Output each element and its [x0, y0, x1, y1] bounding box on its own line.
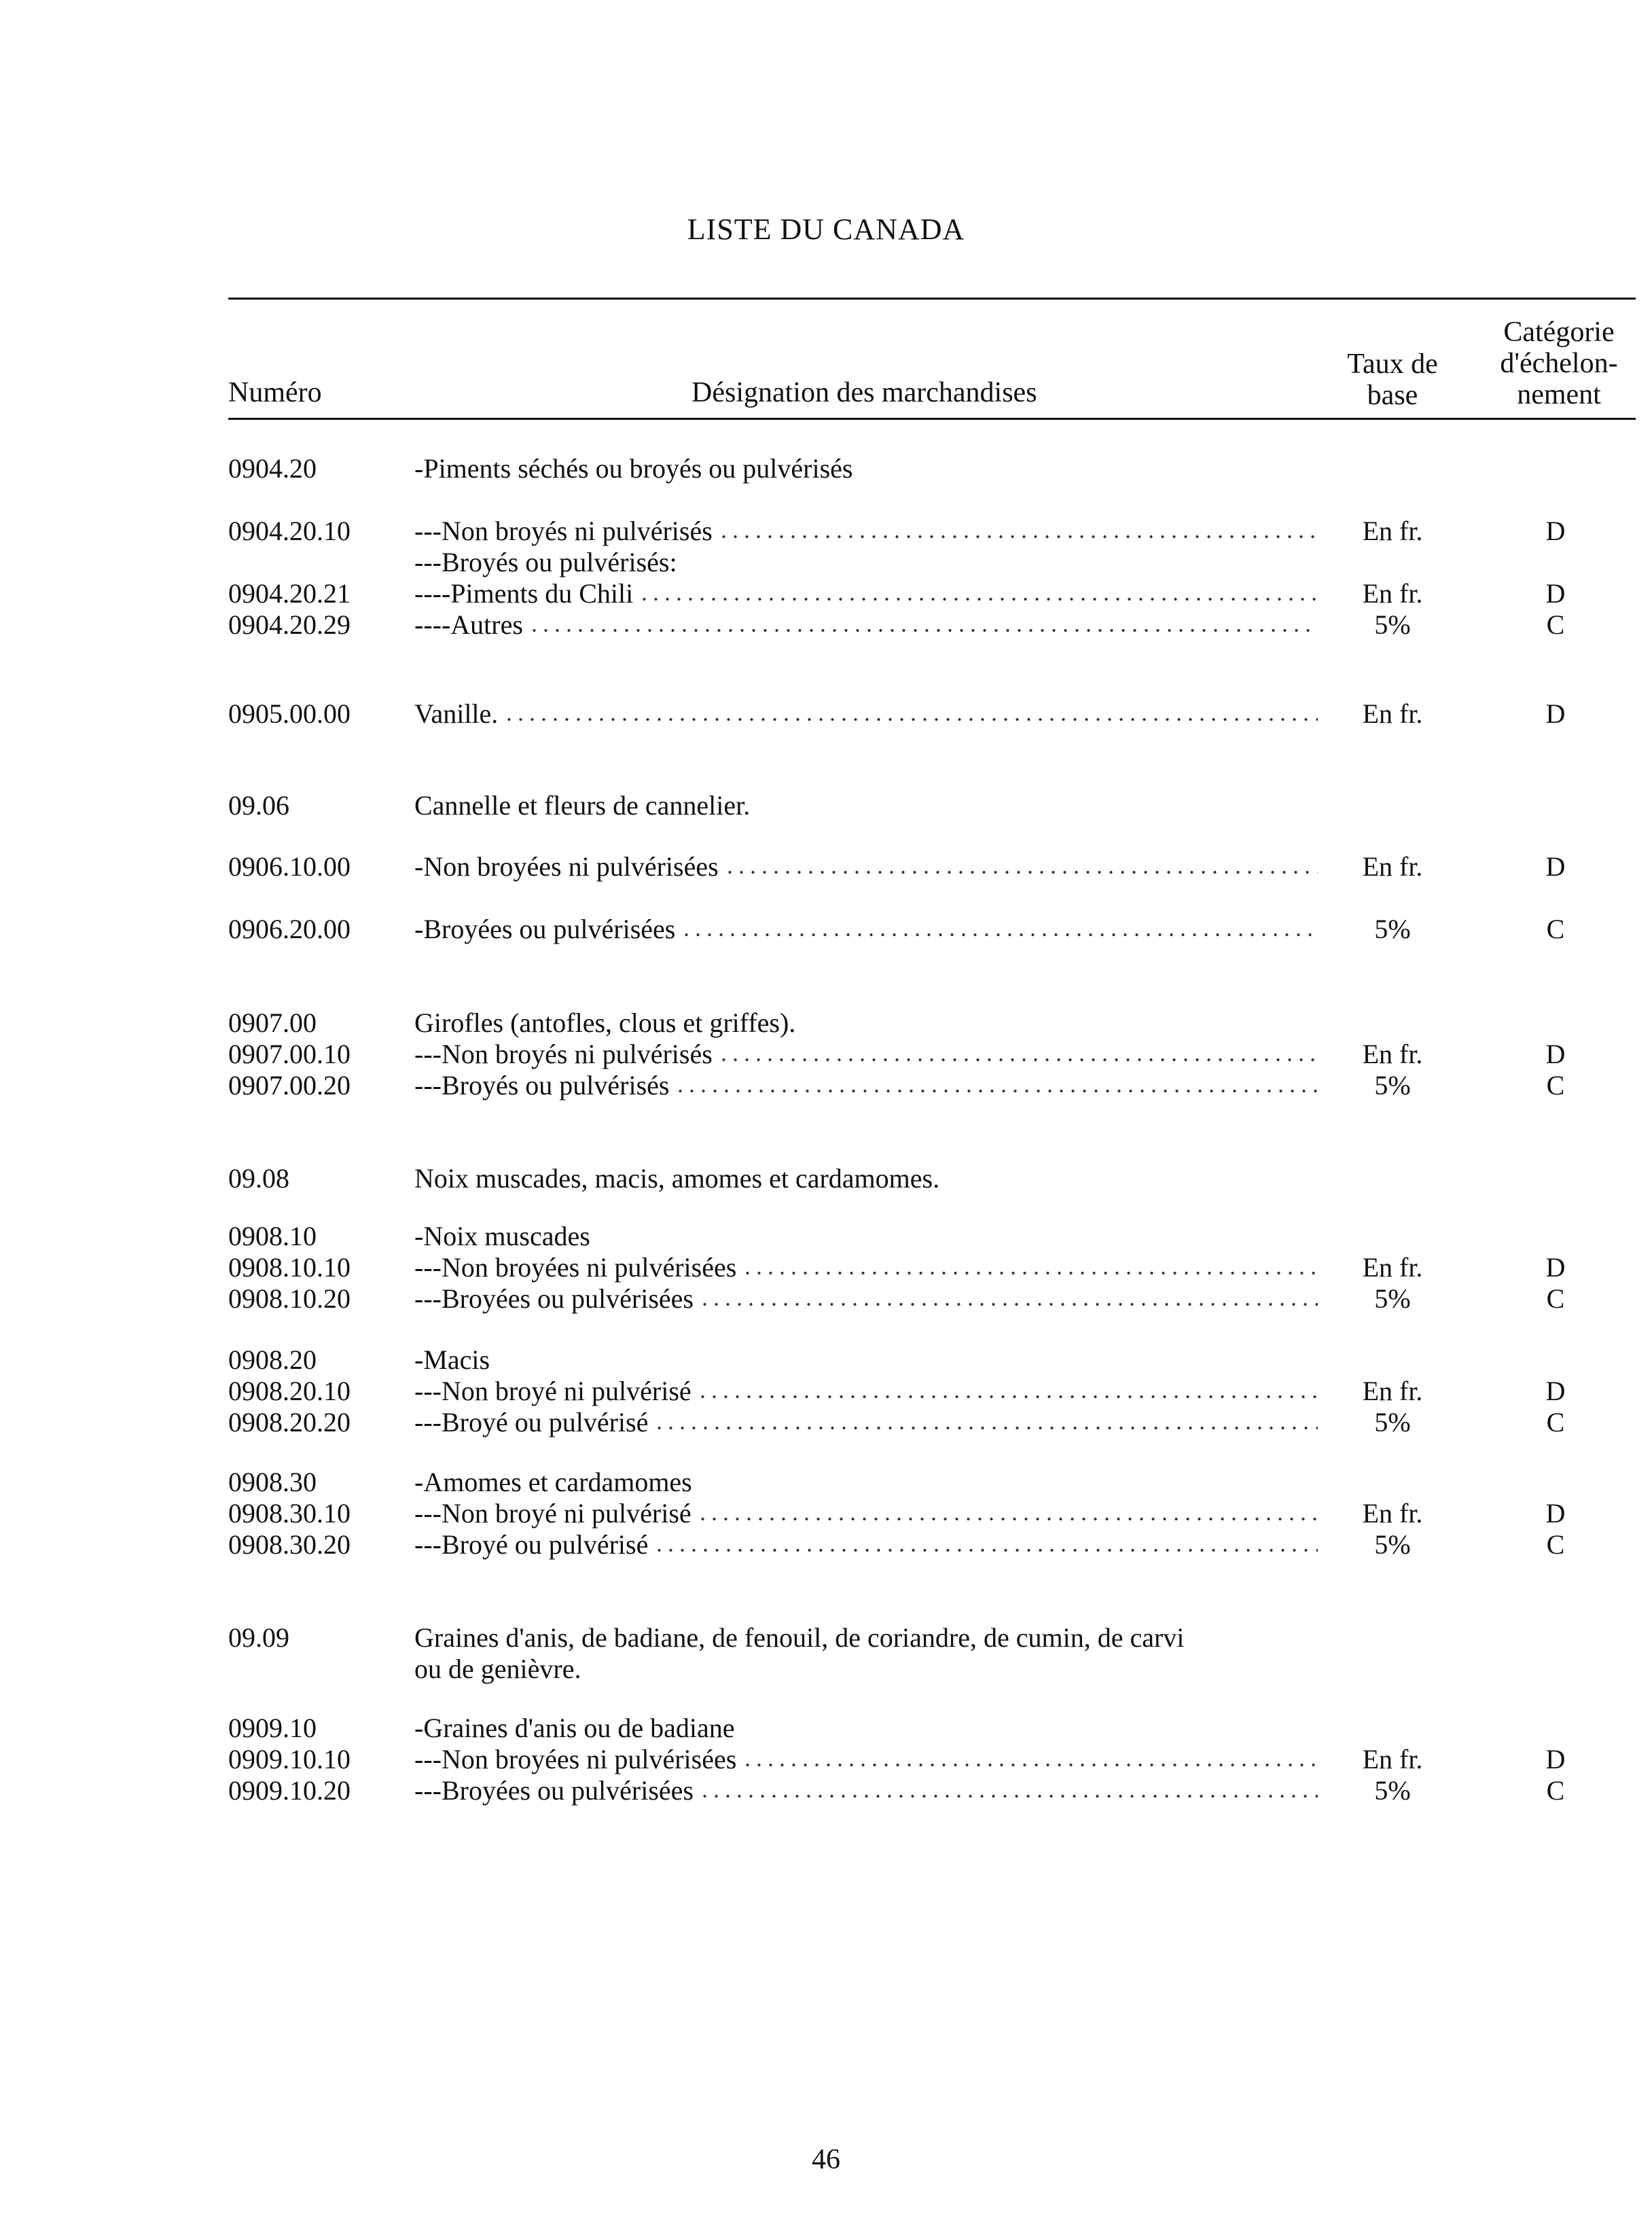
goods-description: [414, 1162, 1318, 1196]
staging-category: C: [1546, 609, 1565, 640]
table-row: [0, 1711, 1652, 1745]
table-row: [0, 1774, 1652, 1808]
tariff-number: 0904.20: [228, 453, 317, 484]
goods-description-text: Girofles (antofles, clous et griffes).: [414, 1007, 796, 1038]
header-categorie: [1477, 317, 1640, 410]
staging-category: C: [1546, 1070, 1565, 1101]
table-row: [0, 1069, 1652, 1103]
dot-leader: [718, 1056, 1318, 1063]
tariff-number: 0908.20: [228, 1344, 317, 1375]
header-categorie-line-3: nement: [1517, 379, 1601, 410]
base-rate: 5%: [1374, 1407, 1411, 1438]
goods-description-text: ---Non broyés ni pulvérisés: [414, 516, 713, 546]
goods-description: [414, 1006, 1318, 1040]
base-rate: En fr.: [1362, 1744, 1423, 1774]
tariff-number: 0904.20.29: [228, 609, 351, 640]
tariff-number: 09.06: [228, 790, 289, 821]
page-number: 46: [812, 2144, 840, 2175]
table-row: [0, 1497, 1652, 1531]
header-categorie-line-1: Catégorie: [1503, 317, 1615, 348]
header-top-rule: [228, 298, 1636, 300]
tariff-number: 0909.10.10: [228, 1744, 351, 1774]
tariff-number: 0908.30.20: [228, 1529, 351, 1560]
goods-description: [414, 1774, 1318, 1808]
dot-leader: [699, 1301, 1318, 1308]
base-rate: En fr.: [1362, 1498, 1423, 1529]
header-designation: Désignation des marchandises: [692, 377, 1037, 408]
goods-description-text: ---Broyés ou pulvérisés:: [414, 547, 677, 577]
staging-category: D: [1545, 1376, 1566, 1406]
dot-leader: [653, 1425, 1318, 1431]
goods-description: [414, 1219, 1318, 1253]
dot-leader: [653, 1547, 1318, 1554]
base-rate: En fr.: [1362, 698, 1423, 729]
goods-description: [414, 514, 1318, 548]
goods-description: [414, 789, 1318, 823]
goods-description: [414, 1037, 1318, 1071]
goods-description-text: ---Non broyées ni pulvérisées: [414, 1252, 737, 1283]
dot-leader: [639, 596, 1318, 603]
dot-leader: [718, 533, 1318, 540]
base-rate: 5%: [1374, 609, 1411, 640]
table-row: [0, 1343, 1652, 1377]
goods-description: [414, 1497, 1318, 1531]
goods-description: [414, 1069, 1318, 1103]
table-row: [0, 697, 1652, 731]
tariff-number: 0908.30.10: [228, 1498, 351, 1529]
staging-category: D: [1545, 1039, 1566, 1069]
table-row: [0, 1162, 1652, 1196]
goods-description-text: -Broyées ou pulvérisées: [414, 914, 676, 944]
table-row: [0, 1406, 1652, 1440]
goods-description-text: ---Broyé ou pulvérisé: [414, 1529, 649, 1560]
goods-description: [414, 697, 1318, 731]
tariff-number: 09.09: [228, 1622, 289, 1653]
table-row: [0, 912, 1652, 946]
goods-description-text: Noix muscades, macis, amomes et cardamomes.: [414, 1163, 940, 1194]
goods-description-text: Vanille.: [414, 698, 499, 729]
goods-description-text: -Graines d'anis ou de badiane: [414, 1713, 735, 1743]
dot-leader: [675, 1088, 1318, 1094]
tariff-number: 0908.20.20: [228, 1407, 351, 1438]
goods-description: [414, 1343, 1318, 1377]
goods-description-text: -Macis: [414, 1344, 490, 1375]
dot-leader: [503, 716, 1318, 723]
goods-description: [414, 850, 1318, 884]
goods-description: [414, 608, 1318, 642]
header-taux-line-1: Taux de: [1347, 349, 1438, 380]
goods-description: [414, 1743, 1318, 1776]
dot-leader: [724, 869, 1318, 876]
goods-description: [414, 546, 1318, 579]
goods-description-text: ---Broyées ou pulvérisées: [414, 1775, 694, 1806]
base-rate: 5%: [1374, 1070, 1411, 1101]
table-row: [0, 1037, 1652, 1071]
header-taux: [1331, 349, 1454, 411]
base-rate: 5%: [1374, 1283, 1411, 1314]
header-numero: Numéro: [228, 377, 322, 408]
table-row: [0, 1621, 1652, 1655]
goods-description: [414, 452, 1318, 486]
goods-description-text: -Piments séchés ou broyés ou pulvérisés: [414, 453, 853, 484]
dot-leader: [528, 627, 1318, 634]
table-row: [0, 546, 1652, 579]
goods-description: [414, 1406, 1318, 1440]
table-row: [0, 789, 1652, 823]
staging-category: D: [1545, 578, 1566, 609]
staging-category: C: [1546, 1407, 1565, 1438]
goods-description: [414, 1465, 1318, 1499]
table-row: [0, 608, 1652, 642]
goods-description: [414, 912, 1318, 946]
tariff-number: 0908.20.10: [228, 1376, 351, 1406]
goods-description: [414, 1652, 1318, 1686]
goods-description-text: ---Non broyées ni pulvérisées: [414, 1744, 737, 1774]
table-row: [0, 1465, 1652, 1499]
header-taux-line-2: base: [1367, 380, 1418, 411]
goods-description-text: ---Non broyés ni pulvérisés: [414, 1039, 713, 1069]
goods-description-text: ---Broyé ou pulvérisé: [414, 1407, 649, 1438]
goods-description-text: ----Autres: [414, 609, 523, 640]
base-rate: En fr.: [1362, 1376, 1423, 1406]
tariff-number: 0905.00.00: [228, 698, 351, 729]
tariff-number: 0907.00.10: [228, 1039, 351, 1069]
base-rate: En fr.: [1362, 1252, 1423, 1283]
staging-category: C: [1546, 1283, 1565, 1314]
dot-leader: [697, 1393, 1318, 1400]
base-rate: 5%: [1374, 1529, 1411, 1560]
table-row: [0, 1652, 1652, 1686]
table-row: [0, 1743, 1652, 1776]
goods-description: [414, 1251, 1318, 1285]
table-row: [0, 850, 1652, 884]
tariff-number: 0908.10.10: [228, 1252, 351, 1283]
goods-description: [414, 577, 1318, 611]
tariff-number: 0904.20.10: [228, 516, 351, 546]
dot-leader: [697, 1516, 1318, 1522]
goods-description-text: ---Broyées ou pulvérisées: [414, 1283, 694, 1314]
staging-category: D: [1545, 698, 1566, 729]
dot-leader: [699, 1793, 1318, 1800]
tariff-number: 0908.10.20: [228, 1283, 351, 1314]
goods-description-text: -Non broyées ni pulvérisées: [414, 851, 719, 882]
goods-description: [414, 1711, 1318, 1745]
staging-category: D: [1545, 1252, 1566, 1283]
goods-description: [414, 1528, 1318, 1562]
tariff-number: 0907.00: [228, 1007, 317, 1038]
dot-leader: [742, 1270, 1318, 1276]
goods-description: [414, 1374, 1318, 1408]
table-row: [0, 1219, 1652, 1253]
tariff-number: 0909.10: [228, 1713, 317, 1743]
goods-description-text: ---Non broyé ni pulvérisé: [414, 1376, 692, 1406]
goods-description-text: ---Non broyé ni pulvérisé: [414, 1498, 692, 1529]
staging-category: D: [1545, 1498, 1566, 1529]
table-row: [0, 452, 1652, 486]
table-row: [0, 1006, 1652, 1040]
tariff-number: 0909.10.20: [228, 1775, 351, 1806]
staging-category: D: [1545, 516, 1566, 546]
base-rate: En fr.: [1362, 578, 1423, 609]
table-row: [0, 1251, 1652, 1285]
tariff-number: 0904.20.21: [228, 578, 351, 609]
page-title: LISTE DU CANADA: [687, 213, 965, 246]
table-row: [0, 1374, 1652, 1408]
goods-description-text: ou de genièvre.: [414, 1654, 581, 1684]
goods-description-text: Graines d'anis, de badiane, de fenouil, de coriandre, de cumin, de carvi: [414, 1622, 1185, 1653]
dot-leader: [681, 931, 1318, 938]
tariff-number: 0906.10.00: [228, 851, 351, 882]
header-categorie-line-2: d'échelon-: [1500, 348, 1618, 379]
base-rate: 5%: [1374, 1775, 1411, 1806]
header-bottom-rule: [228, 418, 1636, 420]
goods-description-text: -Noix muscades: [414, 1221, 590, 1251]
staging-category: C: [1546, 1775, 1565, 1806]
base-rate: En fr.: [1362, 1039, 1423, 1069]
goods-description: [414, 1282, 1318, 1316]
goods-description-text: Cannelle et fleurs de cannelier.: [414, 790, 751, 821]
tariff-number: 0906.20.00: [228, 914, 351, 944]
staging-category: C: [1546, 914, 1565, 944]
base-rate: 5%: [1374, 914, 1411, 944]
staging-category: D: [1545, 1744, 1566, 1774]
table-row: [0, 1528, 1652, 1562]
base-rate: En fr.: [1362, 851, 1423, 882]
staging-category: C: [1546, 1529, 1565, 1560]
goods-description-text: -Amomes et cardamomes: [414, 1467, 692, 1497]
dot-leader: [742, 1762, 1318, 1768]
tariff-number: 0907.00.20: [228, 1070, 351, 1101]
staging-category: D: [1545, 851, 1566, 882]
tariff-number: 0908.10: [228, 1221, 317, 1251]
table-row: [0, 514, 1652, 548]
goods-description-text: ----Piments du Chili: [414, 578, 634, 609]
goods-description-text: ---Broyés ou pulvérisés: [414, 1070, 670, 1101]
tariff-number: 09.08: [228, 1163, 289, 1194]
goods-description: [414, 1621, 1318, 1655]
base-rate: En fr.: [1362, 516, 1423, 546]
table-row: [0, 577, 1652, 611]
table-row: [0, 1282, 1652, 1316]
tariff-number: 0908.30: [228, 1467, 317, 1497]
